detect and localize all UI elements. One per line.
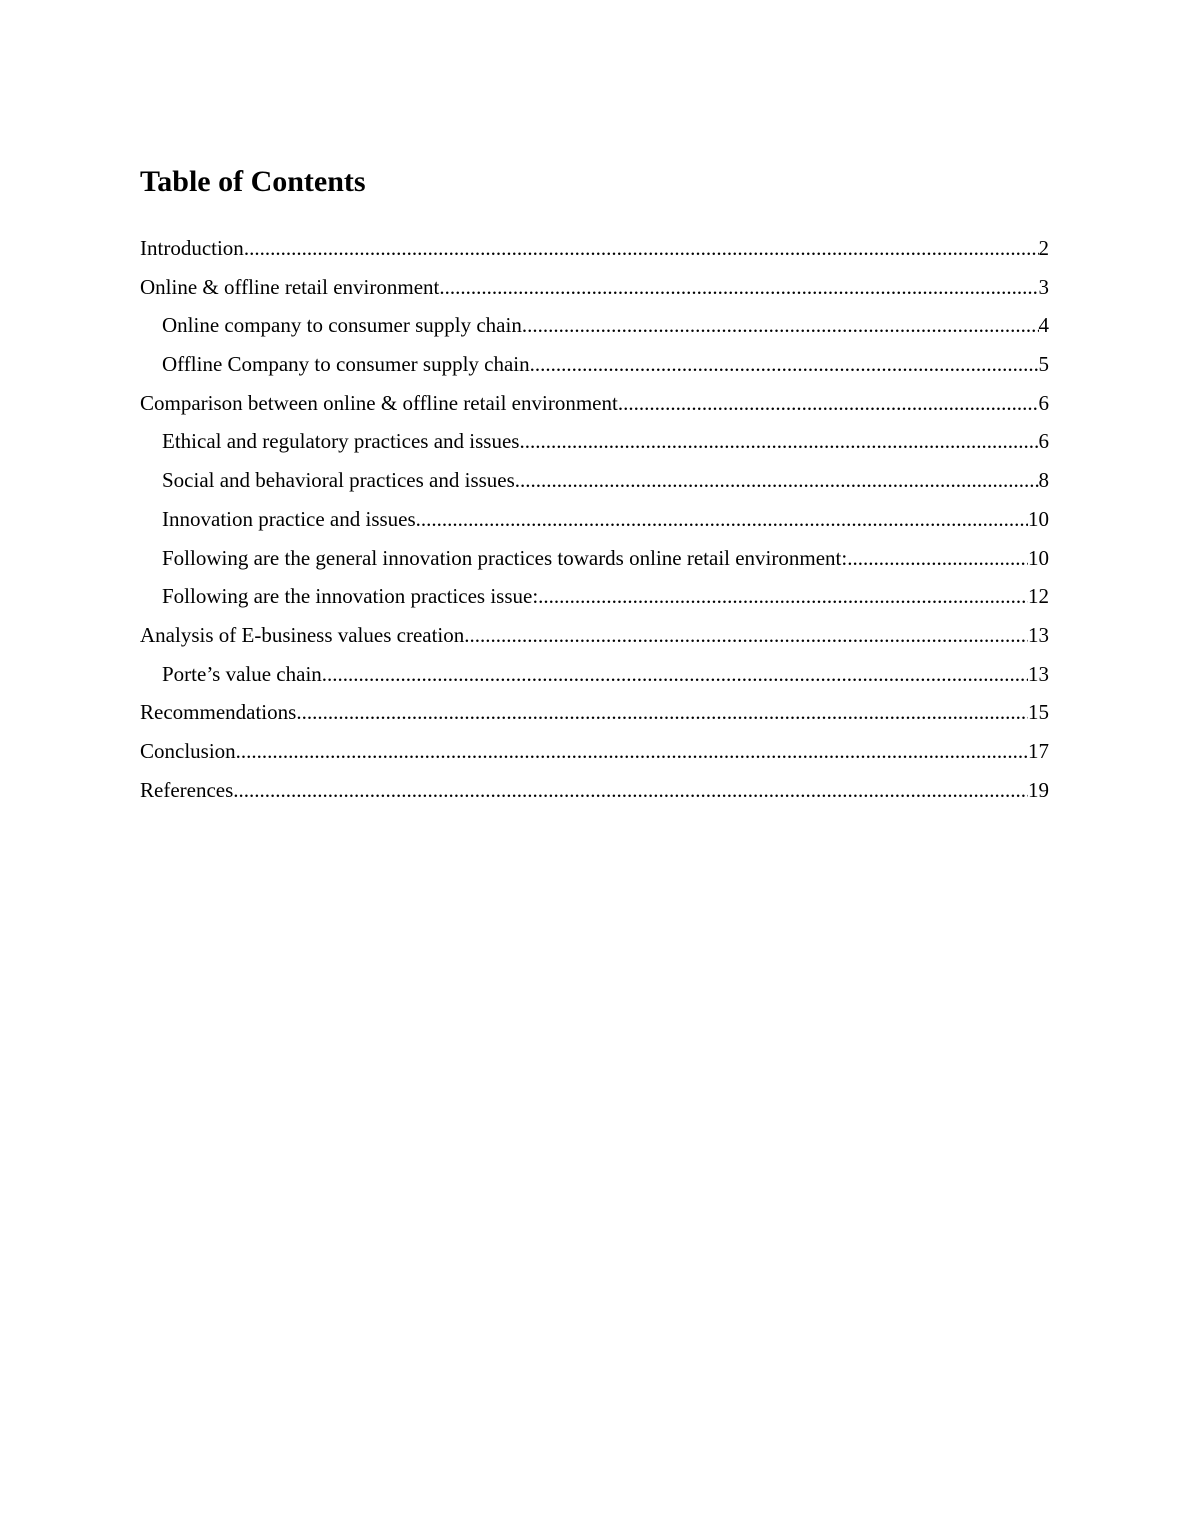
toc-entry-text: Comparison between online & offline retail environment — [140, 390, 618, 415]
toc-entry[interactable] — [140, 306, 1049, 345]
toc-dot-leader — [416, 500, 1028, 539]
toc-entry-page: 4 — [1038, 313, 1049, 338]
toc-dot-leader — [519, 422, 1038, 461]
toc-entry-page: 3 — [1038, 274, 1049, 299]
toc-dot-leader — [244, 229, 1039, 268]
toc-entry[interactable] — [140, 345, 1049, 384]
toc-list — [140, 229, 1049, 809]
toc-dot-leader — [322, 655, 1028, 694]
toc-entry-text: Following are the general innovation practices towards online retail environment: — [162, 545, 848, 570]
toc-entry-text: Introduction — [140, 236, 244, 260]
toc-dot-leader — [464, 616, 1028, 655]
toc-entry-text: Offline Company to consumer supply chain — [162, 352, 530, 377]
toc-entry-text: Ethical and regulatory practices and issues — [162, 429, 520, 454]
toc-entry-page: 13 — [1028, 622, 1049, 647]
toc-dot-leader — [296, 693, 1028, 732]
toc-entry-text: Porte’s value chain — [162, 661, 322, 686]
toc-entry[interactable] — [140, 384, 1049, 423]
toc-entry-page: 8 — [1038, 468, 1049, 493]
toc-entry[interactable] — [140, 229, 1049, 268]
toc-entry[interactable] — [140, 616, 1049, 655]
toc-entry[interactable] — [140, 500, 1049, 539]
toc-entry[interactable] — [140, 693, 1049, 732]
toc-entry-page: 6 — [1038, 390, 1049, 415]
toc-dot-leader — [439, 268, 1038, 307]
toc-entry-text: Innovation practice and issues — [162, 506, 416, 531]
toc-entry-page: 10 — [1028, 506, 1049, 531]
toc-entry-text: Following are the innovation practices issue: — [162, 584, 539, 609]
toc-entry-page: 17 — [1028, 738, 1049, 763]
toc-dot-leader — [538, 577, 1028, 616]
toc-dot-leader — [515, 461, 1039, 500]
toc-entry-page: 6 — [1038, 429, 1049, 454]
toc-entry[interactable] — [140, 771, 1049, 810]
toc-entry-page: 13 — [1028, 661, 1049, 686]
toc-dot-leader — [522, 306, 1039, 345]
toc-entry-page: 5 — [1038, 352, 1049, 377]
toc-entry-page: 19 — [1028, 777, 1049, 802]
toc-title: Table of Contents — [140, 165, 366, 198]
toc-dot-leader — [618, 384, 1039, 423]
toc-entry[interactable] — [140, 422, 1049, 461]
toc-dot-leader — [847, 539, 1028, 578]
toc-entry-page: 10 — [1028, 545, 1049, 570]
toc-entry-text: Online & offline retail environment — [140, 274, 440, 299]
toc-dot-leader — [236, 732, 1028, 771]
toc-entry[interactable] — [140, 539, 1049, 578]
toc-entry-text: Online company to consumer supply chain — [162, 313, 522, 338]
toc-entry-page: 12 — [1028, 584, 1049, 609]
toc-dot-leader — [233, 771, 1028, 810]
toc-entry-text: Analysis of E-business values creation — [140, 622, 465, 647]
toc-entry-text: Recommendations — [140, 700, 297, 725]
toc-entry-text: References — [140, 777, 234, 802]
toc-entry[interactable] — [140, 732, 1049, 771]
toc-entry-text: Social and behavioral practices and issues — [162, 468, 515, 493]
toc-entry-page: 15 — [1028, 700, 1049, 725]
toc-dot-leader — [530, 345, 1039, 384]
toc-entry[interactable] — [140, 461, 1049, 500]
toc-entry[interactable] — [140, 655, 1049, 694]
toc-entry[interactable] — [140, 268, 1049, 307]
toc-entry-text: Conclusion — [140, 738, 236, 763]
toc-entry[interactable] — [140, 577, 1049, 616]
toc-entry-page: 2 — [1038, 236, 1049, 260]
